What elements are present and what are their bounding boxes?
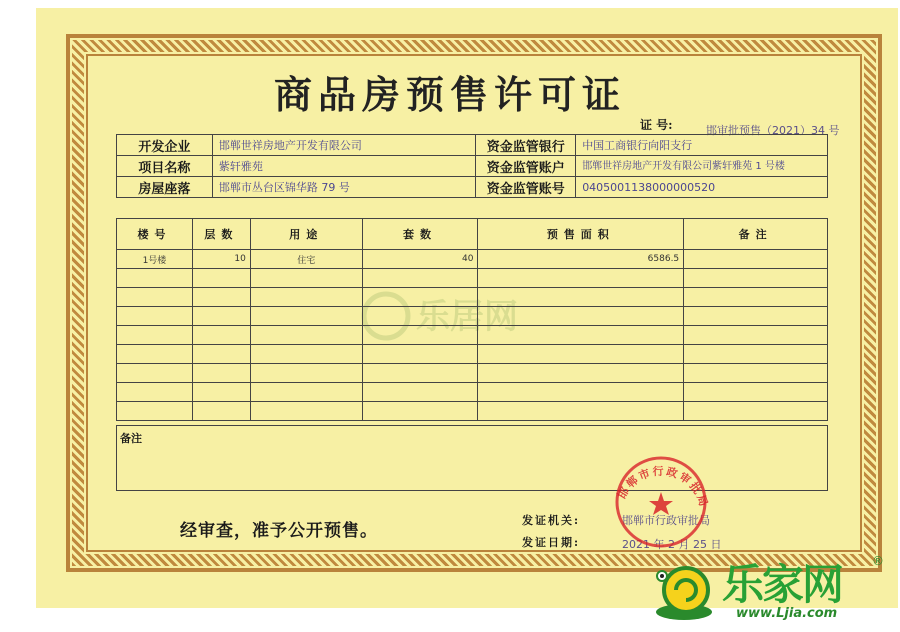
table-row xyxy=(117,402,828,421)
info-value: 邯郸世祥房地产开发有限公司 xyxy=(212,135,476,156)
table-row xyxy=(117,383,828,402)
info-label: 开发企业 xyxy=(117,135,213,156)
info-row xyxy=(117,156,828,177)
issue-date-label: 发证日期: xyxy=(522,536,581,549)
table-cell: 40 xyxy=(362,250,478,269)
snail-icon xyxy=(650,552,720,626)
watermark-text: 乐居网 xyxy=(416,297,518,337)
table-cell: 住宅 xyxy=(250,250,362,269)
info-row xyxy=(117,177,828,198)
table-cell xyxy=(684,250,828,269)
registered-mark: ® xyxy=(872,554,884,568)
brand-logo-text: 乐家网 xyxy=(722,560,843,609)
table-cell: 6586.5 xyxy=(478,250,684,269)
issuer-label: 发证机关: xyxy=(522,514,581,527)
table-row xyxy=(117,307,828,326)
info-value: 邯郸市丛台区锦华路 79 号 xyxy=(212,177,476,198)
brand-url: www.Ljia.com xyxy=(736,606,838,621)
table-row xyxy=(117,345,828,364)
table-row xyxy=(117,269,828,288)
table-cell: 1号楼 xyxy=(117,250,193,269)
cert-number-label: 证 号: xyxy=(640,118,673,132)
official-seal-icon xyxy=(602,450,720,550)
column-header: 用途 xyxy=(250,219,362,250)
column-header: 备注 xyxy=(684,219,828,250)
column-header: 楼号 xyxy=(117,219,193,250)
seal-text: 邯郸市行政审批局 xyxy=(614,464,711,510)
table-row xyxy=(117,250,828,269)
table-cell: 10 xyxy=(192,250,250,269)
info-value: 邯郸世祥房地产开发有限公司紫轩雅苑 1 号楼 xyxy=(576,156,828,177)
info-label: 房屋座落 xyxy=(117,177,213,198)
info-label: 资金监管账号 xyxy=(476,177,576,198)
table-row xyxy=(117,326,828,345)
issuer-value: 邯郸市行政审批局 xyxy=(622,514,710,527)
column-header: 层数 xyxy=(192,219,250,250)
info-row xyxy=(117,135,828,156)
brand-logo xyxy=(650,552,890,628)
presale-table-header xyxy=(117,219,828,250)
column-header: 套数 xyxy=(362,219,478,250)
info-table xyxy=(116,134,828,198)
info-value: 0405001138000000520 xyxy=(576,177,828,198)
table-row xyxy=(117,364,828,383)
remarks-box xyxy=(116,425,828,491)
remarks-label: 备注 xyxy=(120,432,142,445)
info-value: 中国工商银行向阳支行 xyxy=(576,135,828,156)
table-row xyxy=(117,288,828,307)
column-header: 预售面积 xyxy=(478,219,684,250)
issue-date-value: 2021 年 2 月 25 日 xyxy=(622,538,722,551)
presale-table xyxy=(116,218,828,421)
certificate-title: 商品房预售许可证 xyxy=(273,72,626,117)
info-value: 紫轩雅苑 xyxy=(212,156,476,177)
approval-statement: 经审查，准予公开预售。 xyxy=(180,521,378,541)
cert-number-value: 邯审批预售（2021）34 号 xyxy=(706,124,840,137)
info-label: 项目名称 xyxy=(117,156,213,177)
info-label: 资金监管账户 xyxy=(476,156,576,177)
info-label: 资金监管银行 xyxy=(476,135,576,156)
